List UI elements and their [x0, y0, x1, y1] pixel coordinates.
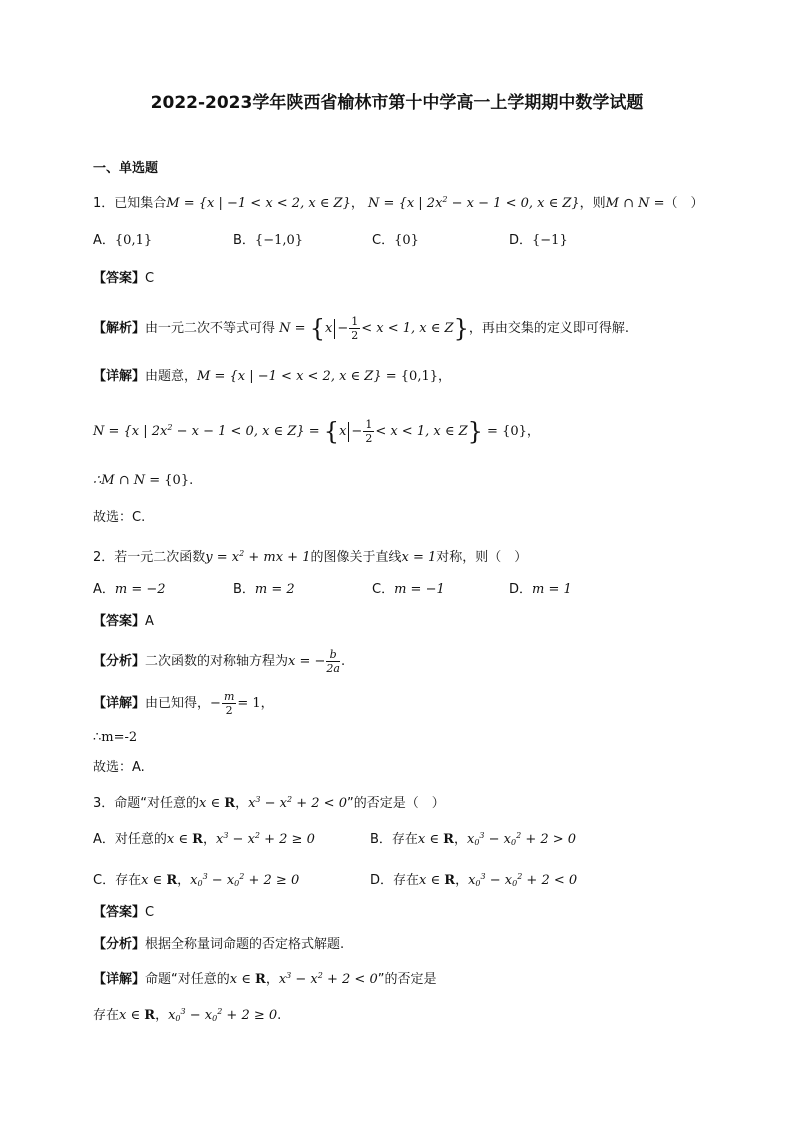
- question-1-conclusion: ∴M ∩ N = {0}.: [93, 473, 194, 488]
- document-title: 2022-2023学年陕西省榆林市第十中学高一上学期期中数学试题: [150, 93, 644, 113]
- question-2-result: ∴m=-2: [93, 730, 138, 745]
- question-3-analysis: 【分析】根据全称量词命题的否定格式解题.: [93, 937, 345, 952]
- question-3-stem: 3．命题“对任意的x ∈ R，$x^3 - x^2 + 2 < 0$”的否定是（ ）: [93, 795, 445, 811]
- question-2-stem: 2．若一元二次函数$y = x^2$ + mx + 1的图像关于直线x = 1对称，则（ ）: [93, 549, 528, 565]
- question-1-detail: 【详解】由题意，M = {x | −1 < x < 2, x ∈ Z} = {0,1}，: [93, 369, 452, 384]
- question-2-option-d: D．m = 1: [509, 582, 572, 597]
- question-1-stem: 1．已知集合M = {x | −1 < x < 2, x ∈ Z}， N = {x | $2x^2 - x - 1 < 0$, x ∈ Z}，则M ∩ N =（ ）: [93, 195, 704, 211]
- question-3-detail: 【详解】命题“对任意的x ∈ R，$x^3 - x^2 + 2 < 0$”的否定是: [93, 971, 437, 987]
- question-2-option-b: B．m = 2: [233, 582, 295, 597]
- question-2-detail: 【详解】由已知得，− $\frac{m}{2}$ = 1，: [93, 690, 274, 717]
- question-3-option-b: B．存在x ∈ R，$x_0^3 - x_0^2 + 2 > 0$: [370, 831, 577, 847]
- question-3-option-a: A．对任意的x ∈ R，$x^3 - x^2 + 2 \ge 0$: [93, 831, 315, 847]
- question-3-option-d: D．存在x ∈ R，$x_0^3 - x_0^2 + 2 < 0$: [370, 872, 578, 888]
- question-1-choice: 故选：C.: [93, 510, 146, 525]
- question-1-detail-n: N = {x | $2x^2 - x - 1 < 0$, x ∈ Z} = {x − $\frac{1}{2}$ < x < 1, x ∈ Z} = {0}，: [93, 417, 540, 446]
- question-1-option-d: D．{−1}: [509, 233, 568, 248]
- question-2-option-a: A．m = −2: [93, 582, 166, 597]
- section-heading: 一、单选题: [93, 161, 159, 176]
- question-3-final: 存在x ∈ R，$x_0^3 - x_0^2 + 2 \ge 0$.: [93, 1007, 282, 1023]
- question-1-option-a: A．{0,1}: [93, 233, 153, 248]
- question-1-option-b: B．{−1,0}: [233, 233, 304, 248]
- question-3-answer: 【答案】C: [93, 905, 155, 920]
- question-1-option-c: C．{0}: [372, 233, 419, 248]
- question-2-choice: 故选：A.: [93, 760, 145, 775]
- question-2-option-c: C．m = −1: [372, 582, 445, 597]
- question-2-answer: 【答案】A: [93, 614, 154, 629]
- question-1-answer: 【答案】C: [93, 271, 155, 286]
- question-1-analysis: 【解析】由一元二次不等式可得 N = {x − $\frac{1}{2}$ < x < 1, x ∈ Z}，再由交集的定义即可得解.: [93, 314, 629, 343]
- question-3-option-c: C．存在x ∈ R，$x_0^3 - x_0^2 + 2 \ge 0$: [93, 872, 300, 888]
- question-2-analysis: 【分析】二次函数的对称轴方程为x = − $\frac{b}{2a}$ .: [93, 648, 346, 675]
